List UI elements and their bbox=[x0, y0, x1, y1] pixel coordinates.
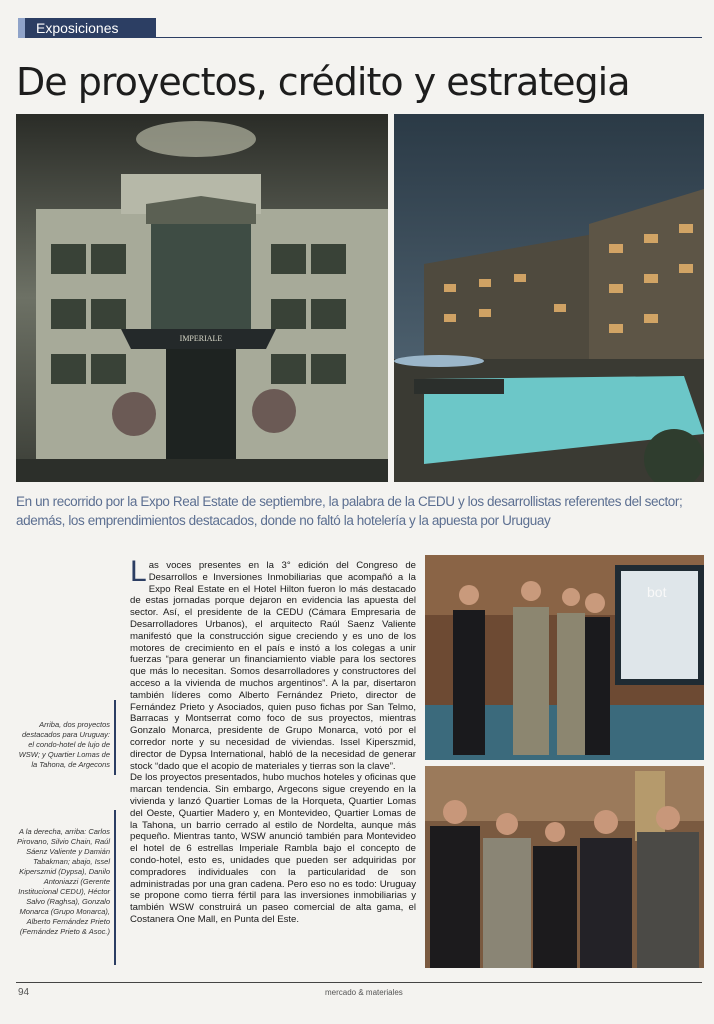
section-rule bbox=[156, 37, 702, 38]
mall-sign: bot bbox=[647, 584, 667, 600]
photo-hotel-imperiale bbox=[16, 114, 388, 482]
photo-group-bottom bbox=[425, 766, 704, 968]
caption-top: Arriba, dos proyectos destacados para Uruguay: el condo-hotel de lujo de WSW; y Quartier Lomas de la Tahona, de Argecons bbox=[18, 720, 110, 769]
caption-rule-top bbox=[114, 700, 116, 775]
hotel-sign: IMPERIALE bbox=[179, 334, 223, 343]
article-body bbox=[130, 555, 416, 926]
caption-rule-right bbox=[114, 810, 116, 965]
footer-rule bbox=[16, 982, 702, 983]
dropcap: L bbox=[130, 555, 147, 588]
photo-quartier-pool bbox=[394, 114, 704, 482]
lede-paragraph: En un recorrido por la Expo Real Estate de septiembre, la palabra de la CEDU y los desarrollistas referentes del sector; además, los emprendimientos destacados, donde no faltó la hotelería y la apuesta por Uruguay bbox=[16, 494, 683, 528]
caption-right: A la derecha, arriba: Carlos Pirovano, Silvio Chain, Raúl Sáenz Valiente y Damián Tabakman; abajo, Issel Kiperszmid (Dypsa), Danilo Antoniazzi (Gerente Institucional CEDU), Héctor Salvo (Raghsa), Gonzalo Monarca (Grupo Monarca), Alberto Fernández Prieto (Fernández Prieto & Asoc.) bbox=[17, 827, 110, 936]
paragraph-1-text: as voces presentes en la 3° edición del Congreso de Desarrollos e Inversiones Inmobiliarias que acompañó a la Expo Real Estate en el Hotel Hilton fueron lo más destacado de estas jornadas porque dejaron en evidencia las apuesta del sector. Así, el presidente de la CEDU (Cámara Empresaria de Desarrolladores Urbanos), el arquitecto Raúl Saenz Valiente manifestó que la construcción sigue creciendo y es uno de los motores de crecimiento en el país e instó a los colegas a unir fuerzas “para generar un financiamiento viable para los sectores que más lo necesitan. Somos desarrolladores y constructores del acceso a la vivienda de muchos argentinos”. A la par, disertaron también líderes como Alberto Fernández Prieto, director de Fernández Prieto y Asociados, quien puso fichas por San Telmo, Barracas y Montserrat como foco de sus proyectos, mientras Gonzalo Monarca, presidente de Grupo Monarca, votó por el corredor norte y su necesidad de viviendas. Issel Kiperszmid, director de Dypsa International, habló de la necesidad de generar stock “dado que el acopio de materiales y tierras son la clave”. bbox=[130, 560, 416, 772]
photo-group-top bbox=[425, 555, 704, 760]
magazine-name: mercado & materiales bbox=[325, 988, 403, 997]
section-tag bbox=[18, 18, 156, 38]
section-label: Exposiciones bbox=[36, 20, 119, 36]
page-number: 94 bbox=[18, 987, 30, 998]
paragraph-2: De los proyectos presentados, hubo muchos hoteles y oficinas que marcan tendencia. Sin embargo, Argecons sigue creyendo en la vivienda y lanzó Quartier Lomas de la Horqueta, Quartier Lomas del Oeste, Quartier Madero y, en Montevideo, Quartier Lomas de la Tahona, un barrio cerrado al estilo de Nordelta, aunque más pequeño. Mientras tanto, WSW anunció también para Montevideo el hotel de 6 estrellas Imperiale Rambla bajo el concepto de condo-hotel, esto es, unidades que pueden ser adquiridas por compradores individuales con la particularidad de son administradas por una gran cadena. Pero eso no es todo: Uruguay se propone como tierra fértil para las inversiones inmobiliarias y también WSW construirá un paseo comercial de alta gama, el Costanera One Mall, en Punta del Este. bbox=[130, 772, 416, 925]
headline: De proyectos, crédito y estrategia bbox=[16, 60, 630, 104]
paragraph-1 bbox=[130, 555, 416, 772]
